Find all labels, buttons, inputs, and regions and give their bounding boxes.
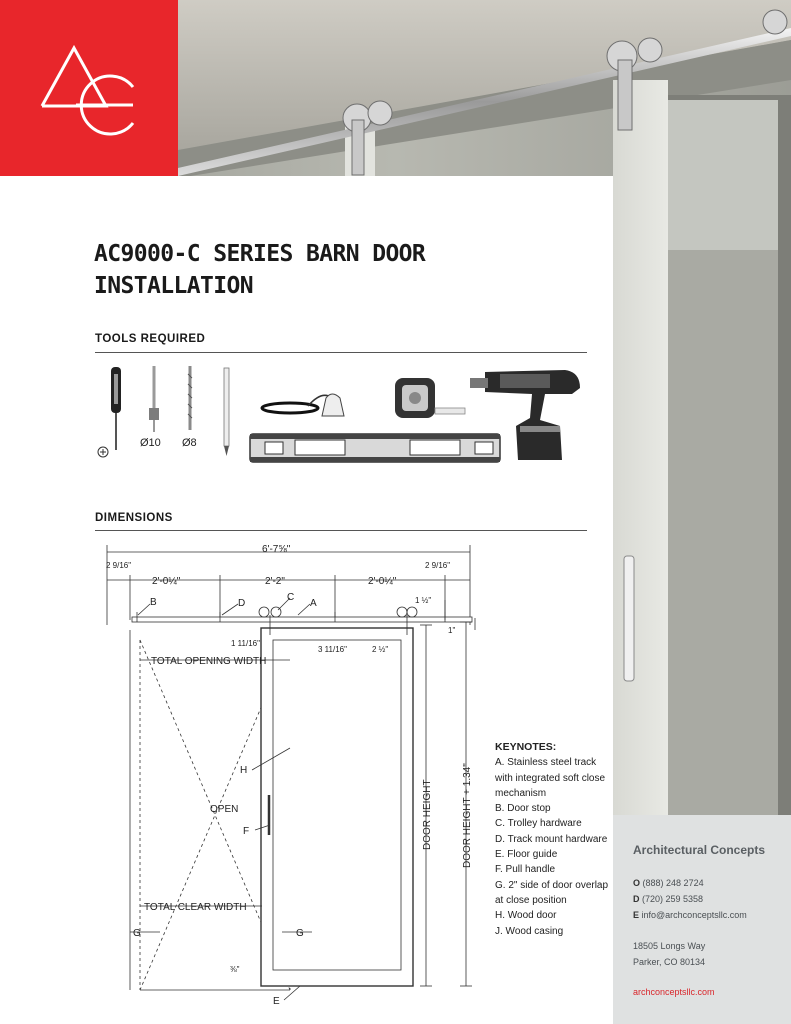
keynote-item: H. Wood door: [495, 910, 557, 922]
keynote-item: A. Stainless steel track with integrated soft close mechanism: [495, 757, 606, 799]
trolley-offset-dim: 1 11/16": [231, 639, 260, 648]
office-phone: O (888) 248 2724: [633, 878, 704, 888]
label-c: C: [287, 592, 295, 603]
label-b: B: [150, 597, 157, 608]
inset-b-dim: 2 ½": [372, 645, 389, 654]
keynote-item: E. Floor guide: [495, 849, 558, 861]
right-edge-dim: 2 9/16": [425, 561, 451, 570]
spacing-left-dim: 2'-0¼": [152, 576, 181, 587]
label-f: F: [243, 826, 250, 837]
website-link[interactable]: archconceptsllc.com: [633, 987, 715, 997]
bit-10-label: Ø10: [140, 437, 161, 449]
label-d: D: [238, 598, 246, 609]
keynote-item: G. 2" side of door overlap at close position: [495, 879, 609, 906]
label-h: H: [240, 765, 248, 776]
keynote-item: F. Pull handle: [495, 864, 556, 876]
tools-heading: TOOLS REQUIRED: [95, 333, 206, 345]
address-line-1: 18505 Longs Way: [633, 941, 706, 951]
label-g-right: G: [296, 928, 304, 939]
label-a: A: [310, 598, 317, 609]
contact-panel: [613, 815, 791, 1024]
overall-dim: 6'-7⅝": [262, 544, 291, 555]
direct-phone: D (720) 259 5358: [633, 894, 704, 904]
keynote-item: C. Trolley hardware: [495, 818, 582, 830]
keynote-item: D. Track mount hardware: [495, 833, 608, 845]
keynote-item: B. Door stop: [495, 803, 551, 815]
label-e: E: [273, 996, 280, 1007]
inset-a-dim: 3 11/16": [318, 645, 347, 654]
email[interactable]: E info@archconceptsllc.com: [633, 910, 747, 920]
label-g-left: G: [133, 928, 141, 939]
opening-width-label: TOTAL OPENING WIDTH: [151, 656, 267, 667]
spacing-mid-dim: 2'-2": [265, 576, 285, 587]
open-label: OPEN: [210, 804, 239, 815]
bottom-gap-dim: ⅜": [230, 965, 240, 974]
left-edge-dim: 2 9/16": [106, 561, 132, 570]
keynotes: [495, 740, 610, 939]
clear-width-label: TOTAL CLEAR WIDTH: [144, 902, 247, 913]
track-gap-dim: 1 ½": [415, 596, 432, 605]
bit-8-label: Ø8: [182, 437, 197, 449]
dimensions-heading: DIMENSIONS: [95, 512, 173, 524]
door-height-plus-label: DOOR HEIGHT + 1.34": [462, 763, 473, 868]
door-height-label: DOOR HEIGHT: [422, 779, 433, 850]
keynotes-heading: KEYNOTES:: [495, 741, 557, 753]
company-name: Architectural Concepts: [633, 843, 766, 857]
page-title: AC9000-C SERIES BARN DOOR INSTALLATION: [94, 241, 426, 299]
spacing-right-dim: 2'-0¼": [368, 576, 397, 587]
track-drop-dim: 1": [448, 626, 456, 635]
keynote-item: J. Wood casing: [495, 925, 564, 937]
address-line-2: Parker, CO 80134: [633, 957, 706, 967]
